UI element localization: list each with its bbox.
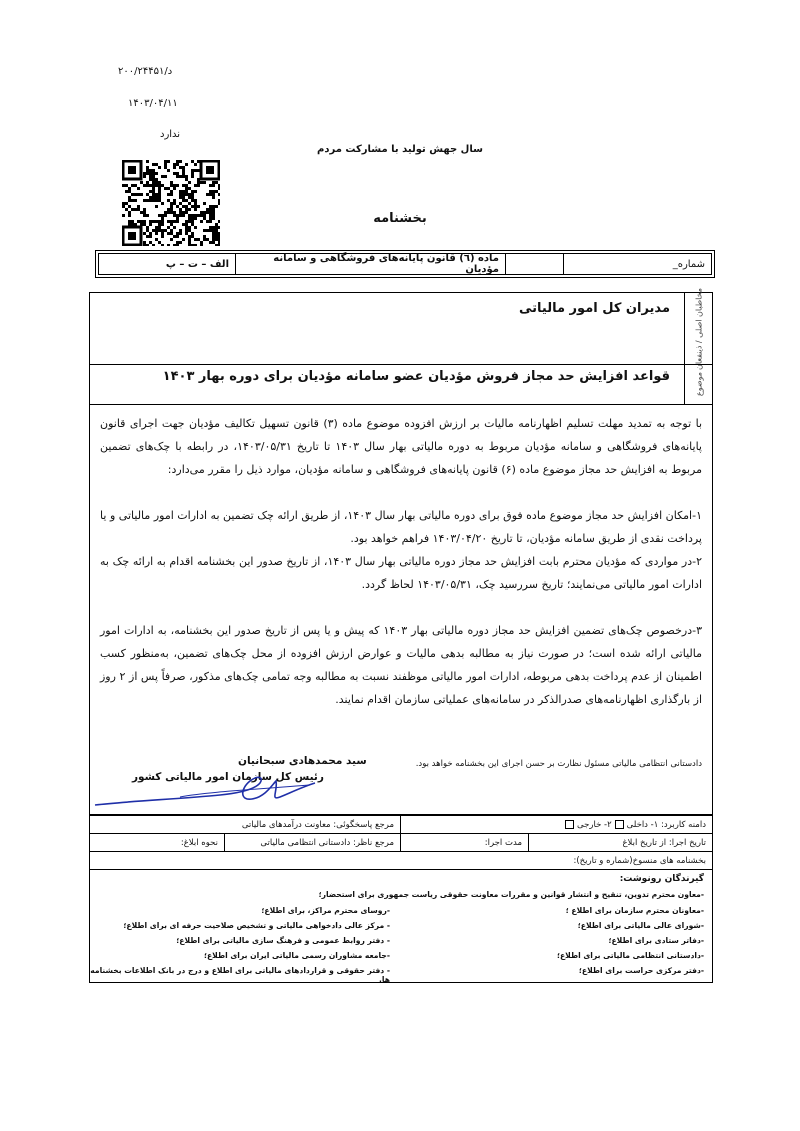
cc-left-item: - دفتر حقوقی و قراردادهای مالیاتی برای اطلاع و درج در بانک اطلاعات بخشنامه ها.: [90, 966, 390, 984]
divider: [90, 364, 712, 365]
paragraph-item-2: ۲-در مواردی که مؤدیان محترم بابت افزایش حد مجاز دوره مالیاتی بهار سال ۱۴۰۳، از تاریخ صدور این بخشنامه اقدام به ارائه چک به ادارات امور مالیاتی می‌نمایند؛ تاریخ سررسید چک، ۱۴۰۳/۰۵/۳۱ لحاظ گردد.: [100, 555, 703, 591]
cc-right-item: -دفاتر ستادی برای اطلاع؛: [608, 936, 704, 945]
circular-metadata-table: [89, 815, 713, 983]
responsible-ref: مرجع پاسخگوئی: معاونت درآمدهای مالیاتی: [241, 819, 394, 830]
divider: [90, 404, 712, 405]
paragraph-item-1: ۱-امکان افزایش حد مجاز موضوع ماده فوق برای دوره مالیاتی بهار سال ۱۴۰۳، از طریق ارائه چک تضمین به ادارات امور مالیاتی و یا پرداخت نقدی از طریق سامانه مؤدیان، تا تاریخ ۱۴۰۳/۰۴/۲۰ فراهم خواهد بود.: [100, 509, 702, 545]
cc-left-item: - دفتر روابط عمومی و فرهنگ سازی مالیاتی برای اطلاع؛: [176, 936, 390, 945]
empty-field: [505, 254, 563, 274]
document-title: بخشنامه: [373, 211, 427, 226]
exec-date: تاریخ اجرا: از تاریخ ابلاغ: [528, 834, 712, 851]
cc-left-item: -جامعه مشاوران رسمی مالیاتی ایران برای اطلاع؛: [203, 951, 390, 960]
cc-right-item: -دادستانی انتظامی مالیاتی برای اطلاع؛: [556, 951, 704, 960]
attachment-status: ندارد: [160, 129, 181, 140]
paragraph-item-3: ۳-درخصوص چک‌های تضمین افزایش حد مجاز دوره مالیاتی بهار ۱۴۰۳ که پیش و یا پس از تاریخ صدور این بخشنامه، به ادارات امور مالیاتی ارائه شده است؛ در صورت نیاز به مطالبه بدهی مالیات و عوارض ارزش افزوده از محل چک‌های تضمین، به‌منظور کسب اطمینان از عدم پرداخت بدهی مربوطه، ادارات امور مالیاتی موظفند نسبت به مطالبه وجه تمامی چک‌های مذکور، صرفاً پس از ۲ روز از بارگذاری اظهارنامه‌های صدرالذکر در سامانه‌های عملیاتی سازمان اقدام نمایند.: [100, 624, 702, 706]
signature-icon: [90, 771, 330, 813]
qr-code-icon: [122, 160, 220, 246]
cc-full-width: -معاون محترم تدوین، تنقیح و انتشار قوانین و مقررات معاونت حقوقی ریاست جمهوری برای استحضار؛: [318, 890, 704, 899]
exec-period: مدت اجرا:: [400, 834, 528, 851]
number-label: شماره: [677, 258, 705, 270]
cc-right-item: -شورای عالی مالیاتی برای اطلاع؛: [577, 921, 704, 930]
cc-right-item: -دفتر مرکزی حراست برای اطلاع؛: [578, 966, 704, 975]
topic-field: ماده (٦) قانون پایانه‌های فروشگاهی و سامانه مؤدیان: [235, 254, 505, 274]
table-row: [90, 815, 712, 833]
table-row: [90, 851, 712, 869]
paragraph-intro: با توجه به تمدید مهلت تسلیم اظهارنامه مالیات بر ارزش افزوده موضوع ماده (۳) قانون تسهیل تکالیف مؤدیان جهت اجرای قانون پایانه‌های فروشگاهی و سامانه مؤدیان مربوط به دوره مالیاتی بهار سال ۱۴۰۳ تا تاریخ ۱۴۰۳/۰۵/۳۱، در رابطه با چک‌های تضمین مربوط به افزایش حد مجاز موضوع ماده (۶) قانون پایانه‌های فروشگاهی و سامانه مؤدیان، موارد ذیل را مقرر می‌دارد:: [100, 417, 703, 476]
addressee: مدیران کل امور مالیاتی: [519, 301, 670, 316]
cc-recipients: [90, 869, 712, 982]
addressee-side-text: مخاطبان اصلی / ذینفعان: [694, 287, 703, 370]
subject-side-label: [684, 364, 712, 404]
usage-external: ۲- خارجی: [577, 819, 612, 830]
supervisor-ref: مرجع ناظر: دادستانی انتظامی مالیاتی: [224, 834, 400, 851]
cc-right-item: -معاونان محترم سازمان برای اطلاع ؛: [565, 906, 704, 915]
subject-side-text: موضوع: [694, 371, 703, 397]
circular-body: [89, 287, 713, 815]
subject: قواعد افزایش حد مجاز فروش مؤدیان عضو سامانه مؤدیان برای دوره بهار ۱۴۰۳: [162, 369, 670, 384]
number-field: شماره _: [563, 254, 711, 274]
cancelled-circulars: بخشنامه های منسوخ(شماره و تاریخ):: [573, 855, 706, 866]
table-row: [90, 833, 712, 851]
usage-domain: دامنه کاربرد: ۱- داخلی: [626, 819, 706, 830]
signer-title: رئیس کل سازمان امور مالیاتی کشور: [132, 771, 324, 783]
checkbox-internal[interactable]: [615, 820, 624, 829]
letter-date: ۱۴۰۳/۰۴/۱۱: [128, 98, 178, 109]
cc-left-item: -روسای محترم مراکز، برای اطلاع؛: [261, 906, 390, 915]
info-strip: [95, 250, 715, 278]
addressee-side-label: [684, 287, 712, 370]
slogan: سال جهش تولید با مشارکت مردم: [317, 144, 483, 155]
checkbox-external[interactable]: [565, 820, 574, 829]
cc-left-item: - مرکز عالی دادخواهی مالیاتی و تشخیص صلاحیت حرفه ای برای اطلاع؛: [123, 921, 390, 930]
signer-name: سید محمدهادی سبحانیان: [238, 755, 367, 767]
classification-field: الف – ت – پ: [165, 258, 229, 270]
notify-method: نحوه ابلاغ:: [180, 837, 218, 848]
letter-number: د/۲۰۰/۲۴۴۵۱: [118, 66, 173, 77]
usage-domain-cell: [400, 816, 712, 833]
cc-title: گیرندگان رونوشت:: [619, 874, 704, 884]
supervision-note: دادستانی انتظامی مالیاتی مسئول نظارت بر حسن اجرای این بخشنامه خواهد بود.: [415, 759, 702, 769]
